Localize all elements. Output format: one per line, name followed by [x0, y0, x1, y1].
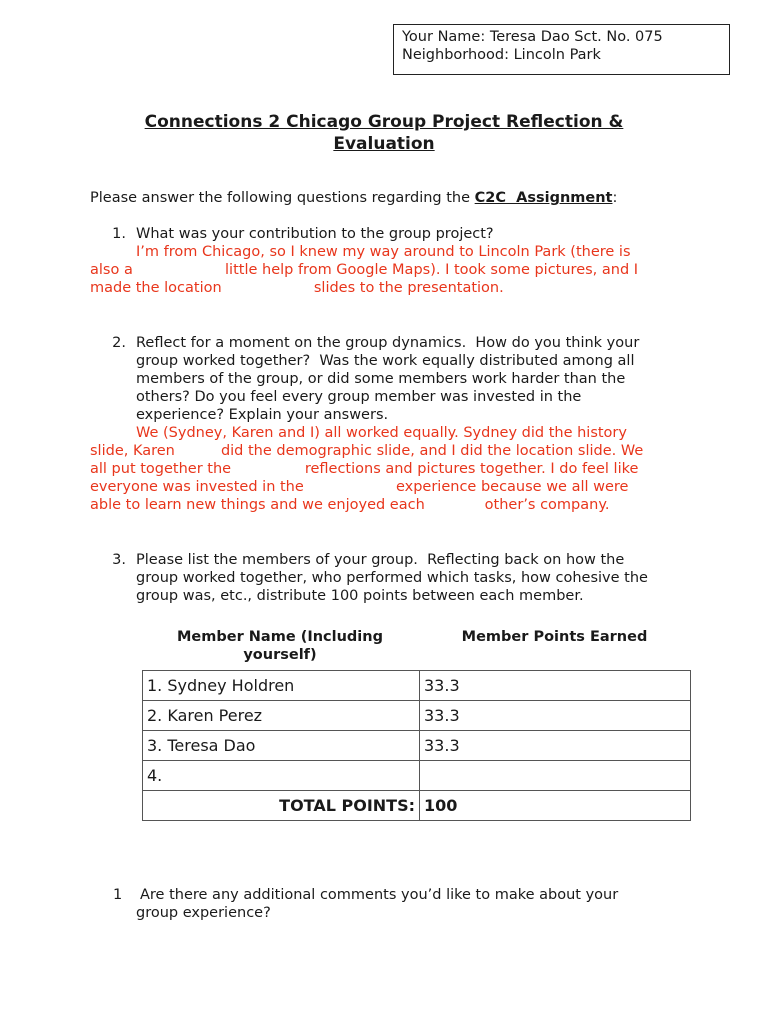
title-line-1: Connections 2 Chicago Group Project Reflection &	[144, 112, 624, 132]
total-points-value: 100	[420, 791, 691, 821]
total-points-label: TOTAL POINTS:	[143, 791, 420, 821]
member-name-cell: 1. Sydney Holdren	[143, 671, 420, 701]
q3-question-line-2: group worked together, who performed which tasks, how cohesive the	[136, 570, 648, 586]
q1-answer-line-1: I’m from Chicago, so I knew my way around to Lincoln Park (there is	[136, 244, 631, 260]
q3-question-line-1: Please list the members of your group. Reflecting back on how the	[136, 552, 625, 568]
q4-question-line-1: Are there any additional comments you’d like to make about your	[140, 887, 619, 903]
table-row	[143, 731, 691, 761]
q4-question-line-2: group experience?	[136, 905, 271, 921]
member-name-cell: 3. Teresa Dao	[143, 731, 420, 761]
neighborhood-line: Neighborhood: Lincoln Park	[402, 47, 601, 63]
assignment-name: C2C Assignment	[474, 190, 613, 206]
student-info-box	[393, 24, 730, 75]
member-name-header-line-2: yourself)	[243, 647, 317, 663]
member-points-header: Member Points Earned	[461, 629, 648, 645]
intro-text	[90, 189, 617, 207]
q2-number: 2.	[112, 335, 126, 351]
q4-number: 1	[113, 887, 123, 903]
member-points-cell: 33.3	[420, 701, 691, 731]
intro-lead: Please answer the following questions regarding the	[90, 190, 475, 206]
member-points-cell: 33.3	[420, 671, 691, 701]
q2-question-line-1: Reflect for a moment on the group dynamics. How do you think your	[136, 335, 640, 351]
page-title	[100, 111, 668, 155]
q2-answer-line-4: everyone was invested in the experience because we all were	[90, 479, 629, 495]
student-name-line: Your Name: Teresa Dao Sct. No. 075	[402, 29, 663, 45]
q2-answer-line-5: able to learn new things and we enjoyed each other’s company.	[90, 497, 610, 513]
q2-question-line-5: experience? Explain your answers.	[136, 407, 389, 423]
member-points-cell: 33.3	[420, 731, 691, 761]
q2-question-line-3: members of the group, or did some members work harder than the	[136, 371, 626, 387]
member-name-cell: 2. Karen Perez	[143, 701, 420, 731]
q2-question-line-4: others? Do you feel every group member was invested in the	[136, 389, 582, 405]
member-points-cell	[420, 761, 691, 791]
q1-answer-line-2: also a little help from Google Maps). I took some pictures, and I	[90, 262, 639, 278]
q1-answer-line-3: made the location slides to the presentation.	[90, 280, 504, 296]
member-name-header	[142, 628, 418, 664]
table-row	[143, 701, 691, 731]
member-points-table	[142, 670, 691, 821]
table-row	[143, 761, 691, 791]
total-row	[143, 791, 691, 821]
q2-answer-line-3: all put together the reflections and pictures together. I do feel like	[90, 461, 639, 477]
q1-question: What was your contribution to the group project?	[136, 226, 494, 242]
q2-answer-line-2: slide, Karen did the demographic slide, and I did the location slide. We	[90, 443, 644, 459]
table-row	[143, 671, 691, 701]
q3-question-line-3: group was, etc., distribute 100 points between each member.	[136, 588, 584, 604]
q3-number: 3.	[112, 552, 126, 568]
q1-number: 1.	[112, 226, 126, 242]
member-name-header-line-1: Member Name (Including	[177, 629, 383, 645]
q2-question-line-2: group worked together? Was the work equally distributed among all	[136, 353, 635, 369]
member-name-cell: 4.	[143, 761, 420, 791]
q2-answer-line-1: We (Sydney, Karen and I) all worked equally. Sydney did the history	[136, 425, 627, 441]
intro-suffix: :	[612, 190, 618, 206]
title-line-2: Evaluation	[333, 134, 435, 154]
